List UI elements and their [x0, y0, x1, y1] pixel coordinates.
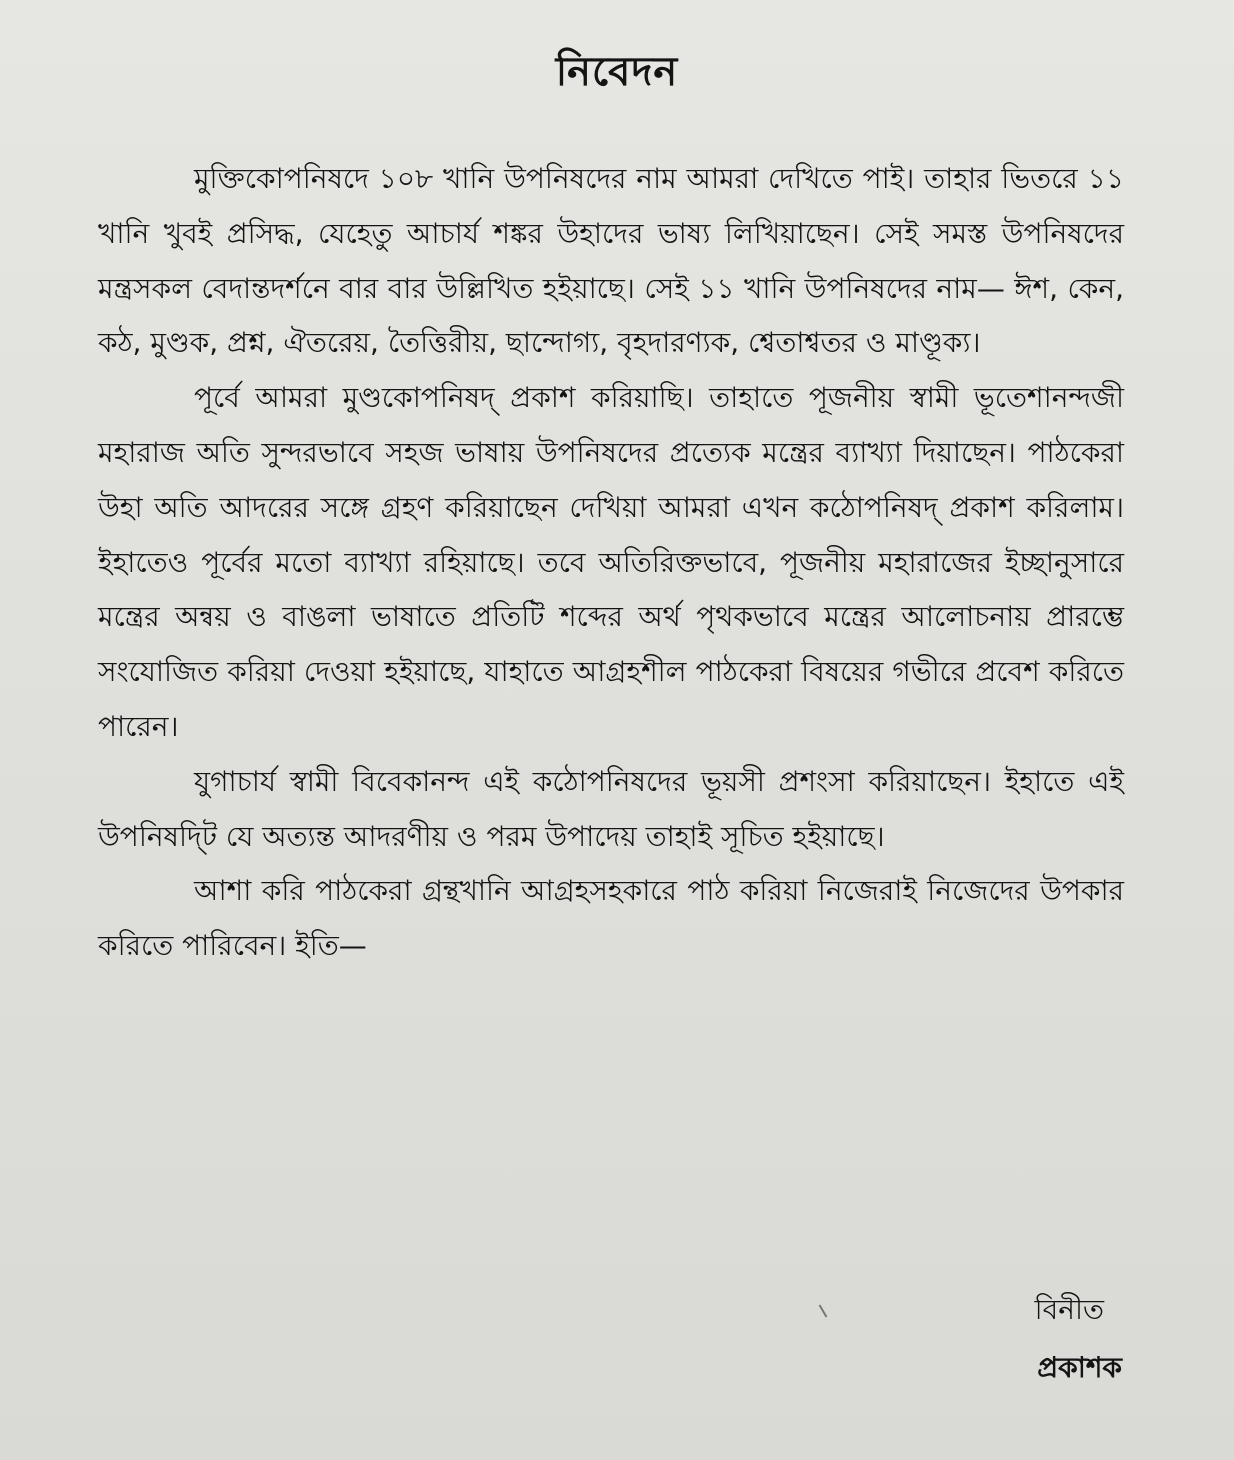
paragraph-1: মুক্তিকোপনিষদে ১০৮ খানি উপনিষদের নাম আমরা দেখিতে পাই। তাহার ভিতরে ১১ খানি খুবই প্রসিদ্ধ, যেহেতু আচার্য শঙ্কর উহাদের ভাষ্য লিখিয়াছেন। সেই সমস্ত উপনিষদের মন্ত্রসকল বেদান্তদর্শনে বার বার উল্লিখিত হইয়াছে। সেই ১১ খানি উপনিষদের নাম— ঈশ, কেন, কঠ, মুণ্ডক, প্রশ্ন, ঐতরেয়, তৈত্তিরীয়, ছান্দোগ্য, বৃহদারণ্যক, শ্বেতাশ্বতর ও মাণ্ডূক্য। [98, 162, 1124, 360]
closing-salutation: বিনীত [1034, 1293, 1104, 1326]
document-body [98, 152, 1124, 974]
paragraph-2: পূর্বে আমরা মুণ্ডকোপনিষদ্ প্রকাশ করিয়াছি। তাহাতে পূজনীয় স্বামী ভূতেশানন্দজী মহারাজ অতি সুন্দরভাবে সহজ ভাষায় উপনিষদের প্রত্যেক মন্ত্রের ব্যাখ্যা দিয়াছেন। পাঠকেরা উহা অতি আদরের সঙ্গে গ্রহণ করিয়াছেন দেখিয়া আমরা এখন কঠোপনিষদ্ প্রকাশ করিলাম। ইহাতেও পূর্বের মতো ব্যাখ্যা রহিয়াছে। তবে অতিরিক্তভাবে, পূজনীয় মহারাজের ইচ্ছানুসারে মন্ত্রের অন্বয় ও বাঙলা ভাষাতে প্রতিটি শব্দের অর্থ পৃথকভাবে মন্ত্রের আলোচনায় প্রারম্ভে সংযোজিত করিয়া দেওয়া হইয়াছে, যাহাতে আগ্রহশীল পাঠকেরা বিষয়ের গভীরে প্রবেশ করিতে পারেন। [98, 381, 1124, 743]
page-title: নিবেদন [555, 49, 679, 95]
paragraph-4: আশা করি পাঠকেরা গ্রন্থখানি আগ্রহসহকারে পাঠ করিয়া নিজেরাই নিজেদের উপকার করিতে পারিবেন। ইতি— [98, 874, 1124, 963]
paragraph-3: যুগাচার্য স্বামী বিবেকানন্দ এই কঠোপনিষদের ভূয়সী প্রশংসা করিয়াছেন। ইহাতে এই উপনিষদ্টি যে অত্যন্ত আদরণীয় ও পরম উপাদেয় তাহাই সূচিত হইয়াছে। [98, 764, 1124, 853]
publisher-signature: প্রকাশক [1037, 1351, 1122, 1384]
